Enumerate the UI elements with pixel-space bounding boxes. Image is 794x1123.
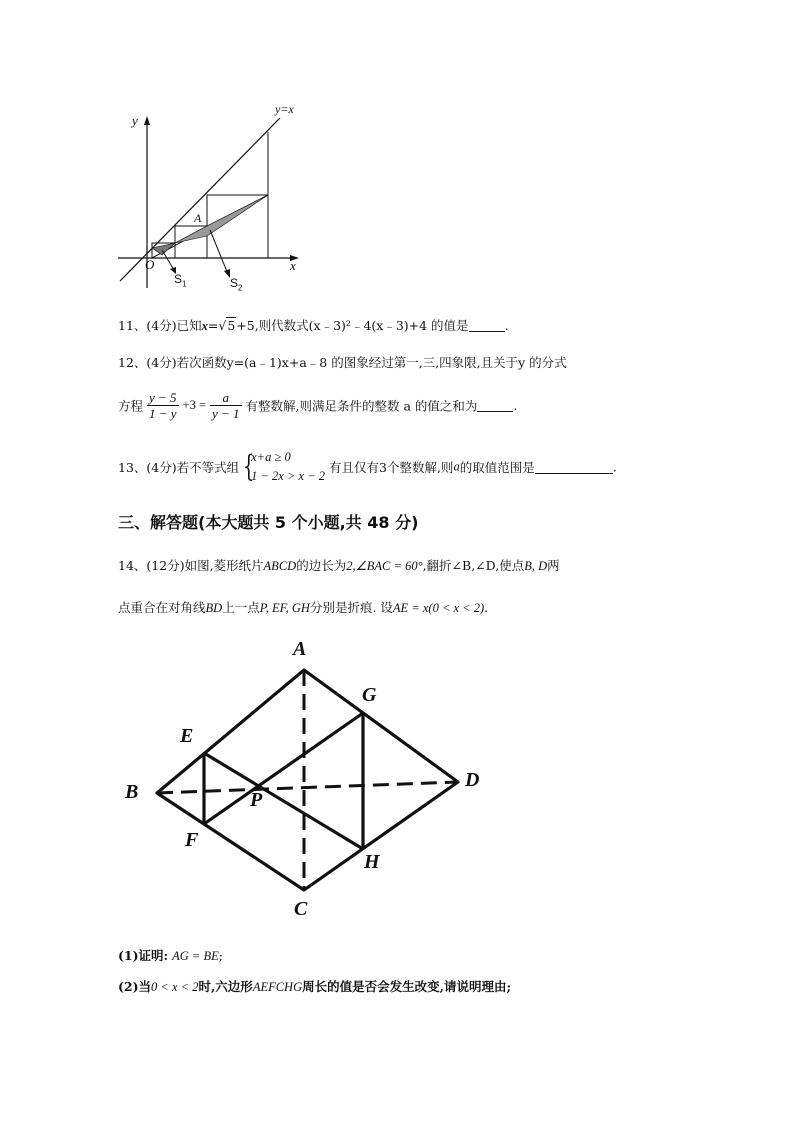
staircase-graph bbox=[110, 98, 310, 298]
graph-s2-label: $S_2$ bbox=[230, 276, 243, 293]
answer-blank-13[interactable] bbox=[535, 461, 613, 474]
label-f: F bbox=[185, 829, 199, 851]
fraction-2: $\frac{a}{y - 1}$ bbox=[212, 390, 240, 421]
s1-pointer bbox=[162, 250, 174, 270]
question-12-line1: 12、(4分)若次函数y=(a﹣1)x+a﹣8 的图象经过第一,三,四象限,且关于y 的分式 bbox=[118, 355, 567, 370]
shaded-s2-b bbox=[175, 195, 268, 243]
answer-blank-11[interactable] bbox=[469, 319, 505, 332]
graph-point-a: A bbox=[194, 211, 202, 225]
rhombus-outline bbox=[157, 670, 458, 890]
label-h: H bbox=[364, 851, 380, 873]
label-p: P bbox=[250, 789, 263, 811]
label-b: B bbox=[125, 781, 139, 803]
rhombus-figure bbox=[120, 640, 500, 930]
sub-question-2: (2)当0 < x < 2时,六边形AEFCHG周长的值是否会发生改变,请说明理由; bbox=[118, 979, 512, 994]
graph-line-label: y=x bbox=[275, 102, 294, 116]
graph-origin: O bbox=[145, 257, 155, 272]
question-13: 13、(4分)若不等式组 { x+a ≥ 0 1 − 2x > x − 2 有且仅有3个整数解,则a的取值范围是 . bbox=[118, 449, 617, 484]
label-a: A bbox=[293, 638, 307, 660]
brace-symbol: { bbox=[243, 449, 255, 484]
question-11: 11、(4分)已知x=√5+5,则代数式(x﹣3)²﹣4(x﹣3)+4 的值是 . bbox=[118, 318, 509, 333]
label-e: E bbox=[180, 725, 194, 747]
question-14-line2: 点重合在对角线BD上一点P, EF, GH分别是折痕. 设AE = x(0 < x < 2). bbox=[118, 600, 489, 615]
sqrt-symbol: √5 bbox=[218, 318, 236, 333]
graph-s1-label: $S_1$ bbox=[174, 272, 187, 289]
line-y-equals-x bbox=[120, 118, 280, 281]
y-axis-arrow bbox=[144, 116, 150, 125]
inequality-system: { x+a ≥ 0 1 − 2x > x − 2 bbox=[243, 449, 326, 484]
label-g: G bbox=[362, 684, 377, 706]
sub-question-1: (1)证明: AG = BE; bbox=[118, 948, 223, 963]
label-c: C bbox=[294, 898, 308, 920]
answer-blank-12[interactable] bbox=[477, 399, 513, 412]
question-12-line2: 方程 $\frac{y - 5}{1 - y}$ +3 = $\frac{a}{y - 1}$ 有整数解,则满足条件的整数 a 的值之和为 . bbox=[118, 390, 518, 421]
question-14-line1: 14、(12分)如图,菱形纸片ABCD的边长为2,∠BAC = 60°,翻折∠B,∠D,使点B, D两 bbox=[118, 558, 560, 573]
section-title: 三、解答题(本大题共 5 个小题,共 48 分) bbox=[118, 513, 419, 532]
graph-x-label: x bbox=[290, 258, 296, 273]
s2-pointer bbox=[210, 230, 228, 274]
graph-y-label: y bbox=[132, 113, 138, 128]
fraction-1: $\frac{y - 5}{1 - y}$ bbox=[149, 390, 177, 421]
label-d: D bbox=[465, 769, 480, 791]
diagonal-bd bbox=[157, 782, 458, 793]
